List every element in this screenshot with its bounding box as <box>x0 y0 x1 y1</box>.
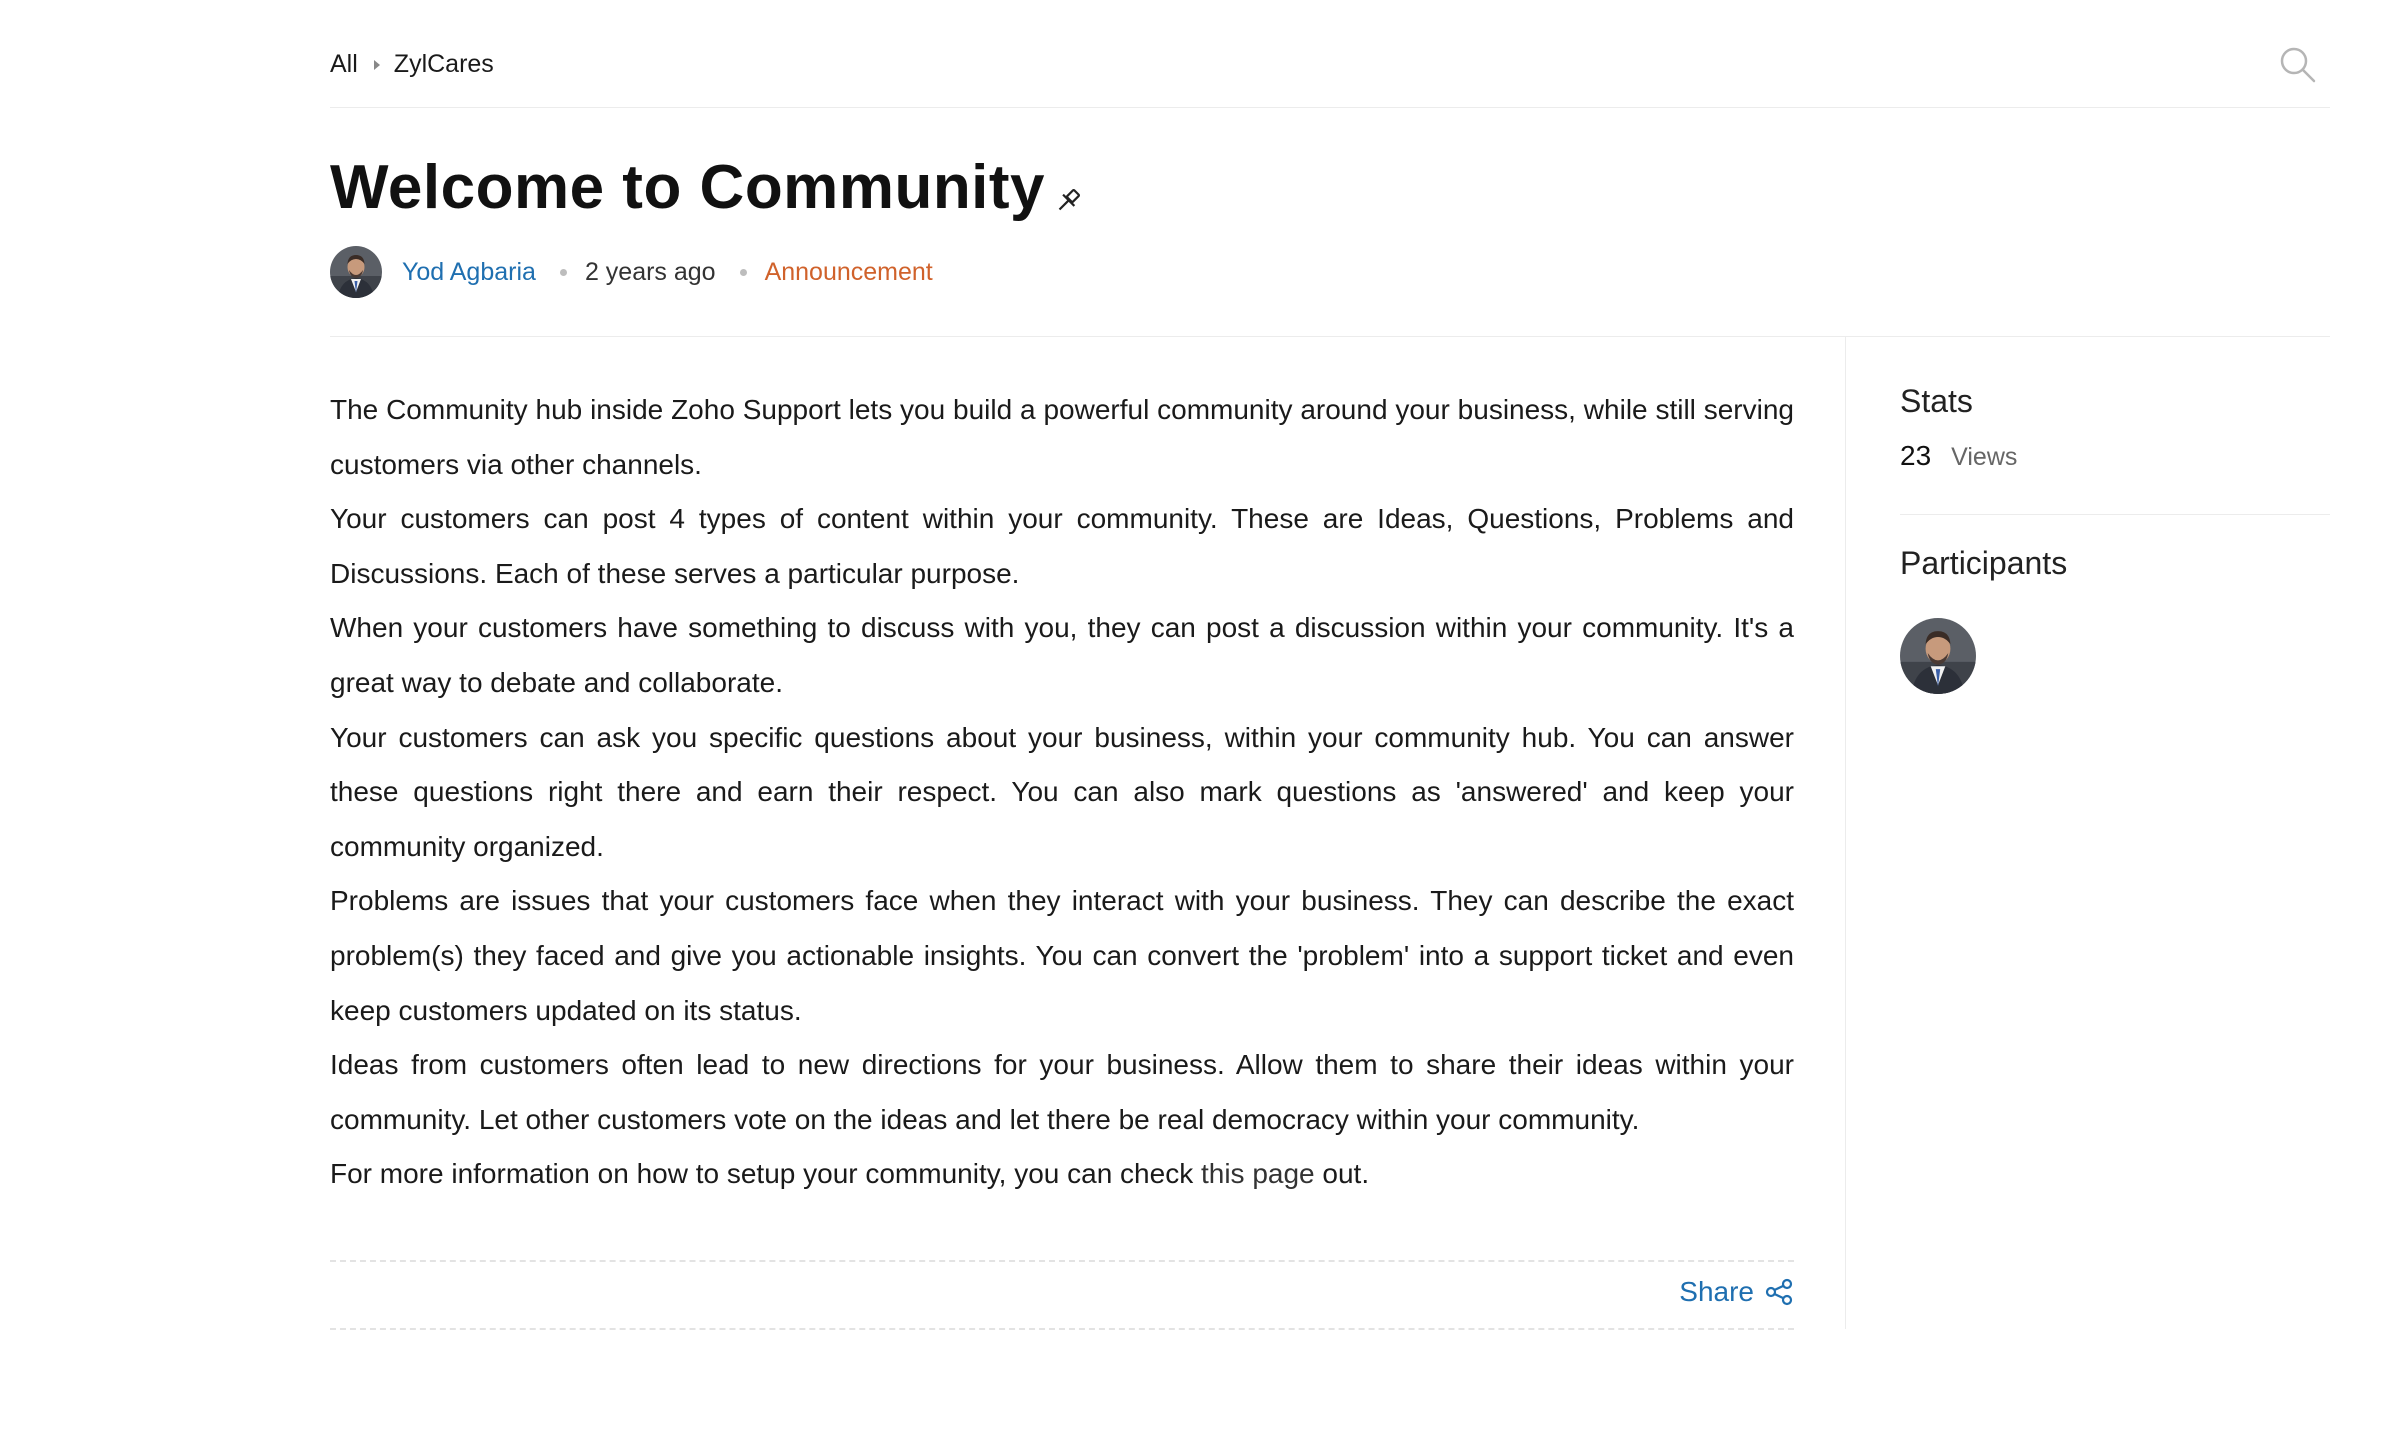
breadcrumb-zylcares[interactable]: ZylCares <box>393 50 494 78</box>
page-title: Welcome to Community <box>330 153 1046 222</box>
category-link[interactable]: Announcement <box>764 257 933 286</box>
divider <box>330 336 2330 337</box>
top-bar <box>330 0 2330 108</box>
breadcrumb-all[interactable]: All <box>330 50 358 78</box>
post-paragraph: The Community hub inside Zoho Support lets you build a powerful community around your business, while still serving customers via other channels. <box>330 394 1794 480</box>
post-paragraph: Ideas from customers often lead to new directions for your business. Allow them to share their ideas within your community. Let other customers vote on the ideas and let there be real democracy within your community. <box>330 1049 1794 1135</box>
participant-avatar-image <box>1900 618 1976 694</box>
post-paragraph: Your customers can post 4 types of content within your community. These are Ideas, Questions, Problems and Discussions. Each of these serves a particular purpose. <box>330 503 1794 589</box>
views-count: 23 <box>1900 440 1932 471</box>
post-body <box>330 383 1794 1202</box>
post-paragraph: When your customers have something to discuss with you, they can post a discussion within your community. It's a great way to debate and collaborate. <box>330 612 1794 698</box>
share-button[interactable] <box>1679 1276 1794 1308</box>
stats-title: Stats <box>1900 383 1973 419</box>
share-icon <box>1764 1277 1794 1307</box>
author-avatar-image <box>330 246 382 298</box>
pin-icon <box>1053 186 1083 216</box>
post-paragraph: Your customers can ask you specific questions about your business, within your community hub. You can answer these questions right there and earn their respect. You can also mark questions as 'answered' and keep your community organized. <box>330 721 1794 862</box>
post-paragraph: Problems are issues that your customers face when they interact with your business. They can describe the exact problem(s) they faced and give you actionable insights. You can convert the 'problem' into a support ticket and even keep customers updated on its status. <box>330 885 1794 1026</box>
share-label: Share <box>1679 1276 1754 1307</box>
breadcrumb <box>330 50 494 79</box>
views-stat <box>1900 440 2330 472</box>
separator-dot <box>740 269 747 276</box>
separator-dot <box>560 269 567 276</box>
share-bar <box>330 1260 1794 1330</box>
author-avatar[interactable] <box>330 246 382 298</box>
title-row <box>330 150 1083 226</box>
post-meta <box>330 246 933 298</box>
participants-title: Participants <box>1900 545 2068 581</box>
search-button[interactable] <box>2278 45 2318 85</box>
this-page-link[interactable]: this page <box>1200 1158 1315 1190</box>
breadcrumb-separator-icon <box>374 60 380 70</box>
author-link[interactable]: Yod Agbaria <box>402 257 536 286</box>
vertical-divider <box>1845 337 1846 1329</box>
paragraph-text: out. <box>1314 1158 1370 1190</box>
paragraph-text: For more information on how to setup your community, you can check <box>330 1158 1201 1190</box>
post-paragraph-last <box>330 1147 1794 1202</box>
views-label: Views <box>1951 443 2018 471</box>
sidebar <box>1900 383 2330 694</box>
search-icon <box>2278 45 2318 85</box>
divider <box>1900 514 2330 515</box>
participant-avatar[interactable] <box>1900 618 1976 694</box>
post-time: 2 years ago <box>584 257 716 286</box>
